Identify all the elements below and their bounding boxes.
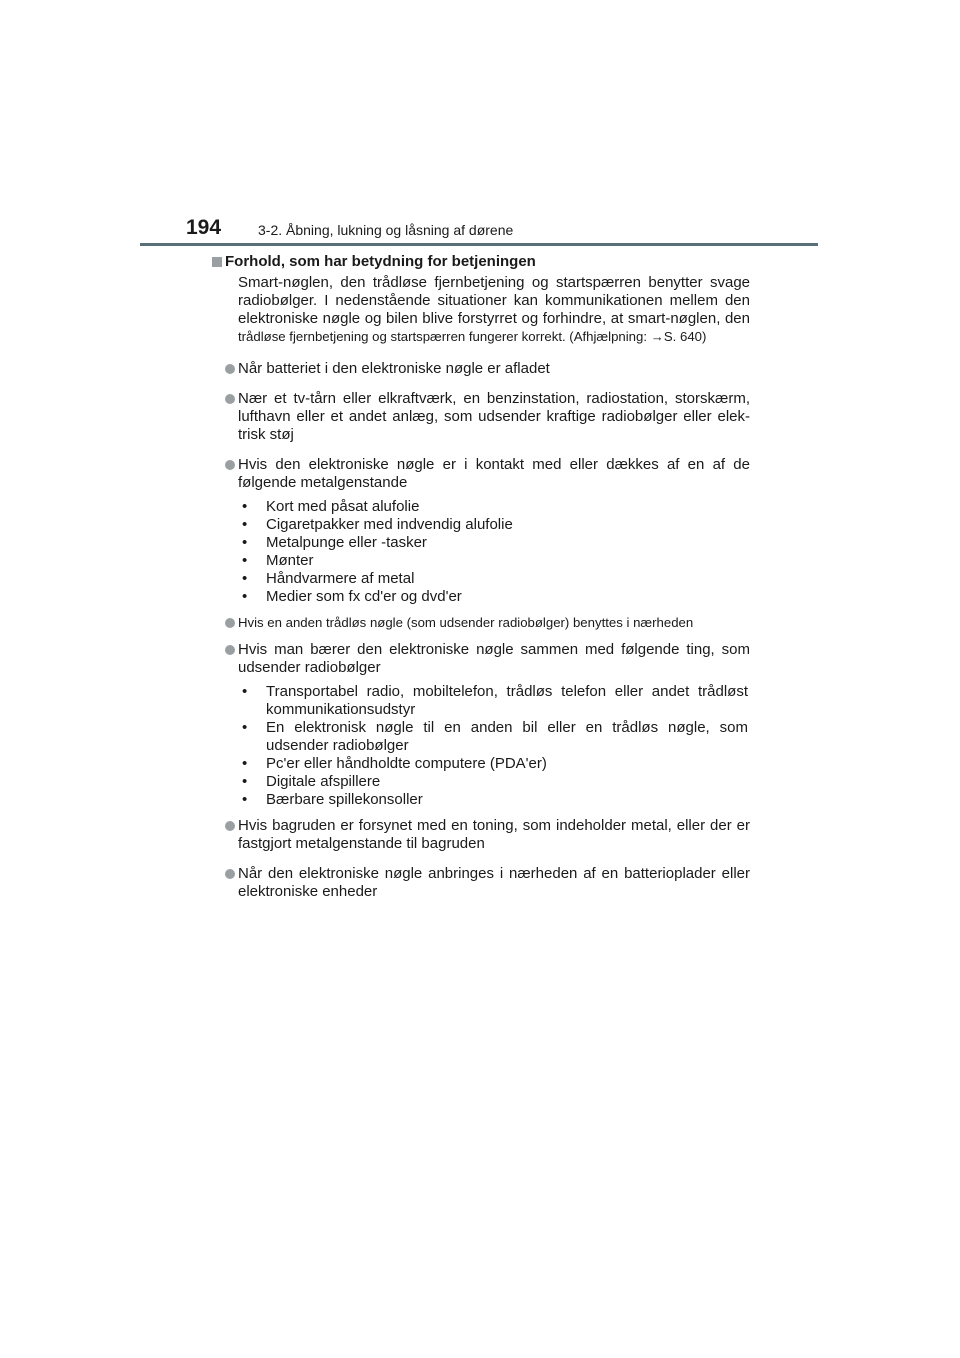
list-item (210, 614, 750, 632)
sub-list-item: • Medier som fx cd'er og dvd'er (242, 588, 462, 605)
sub-list-item: • Cigaretpakker med indvendig alufolie (242, 516, 513, 533)
square-bullet-icon (212, 257, 222, 267)
circle-bullet-icon (225, 618, 235, 628)
sub-list-item: • Mønter (242, 552, 314, 569)
section-heading-text: Forhold, som har betydning for betjeningen (225, 253, 536, 270)
bullet-text: Når den elektroniske nøgle anbringes i nærheden af en batterioplader eller elektroniske enheder (238, 865, 750, 900)
circle-bullet-icon (225, 394, 235, 404)
chapter-title: 3-2. Åbning, lukning og låsning af dørene (258, 222, 514, 238)
sub-list-item: • Digitale afspillere (242, 773, 381, 790)
circle-bullet-icon (225, 460, 235, 470)
sub-list-item: • Transportabel radio, mobiltelefon, trådløs telefon eller andet trådløst kommunikationsudstyr (242, 683, 748, 718)
circle-bullet-icon (225, 364, 235, 374)
page-number: 194 (186, 216, 222, 239)
circle-bullet-icon (225, 869, 235, 879)
list-item (210, 641, 750, 677)
intro-line: Smart-nøglen, den trådløse fjernbetjening og startspærren benytter svage (238, 274, 750, 291)
list-item (210, 817, 750, 853)
section-content (210, 253, 750, 913)
sub-list-item: • Håndvarmere af metal (242, 570, 415, 587)
sub-list-item: • Kort med påsat alufolie (242, 498, 420, 515)
list-item (210, 865, 750, 901)
sub-list-item: • Pc'er eller håndholdte computere (PDA'er) (242, 755, 547, 772)
intro-paragraph (238, 274, 750, 346)
sub-list-item: • En elektronisk nøgle til en anden bil eller en trådløs nøgle, som udsender radiobølger (242, 719, 748, 754)
list-item (210, 360, 750, 378)
intro-line: radiobølger. I nedenstående situationer kan kommunikationen mellem den (238, 292, 750, 309)
circle-bullet-icon (225, 821, 235, 831)
bullet-text: Hvis en anden trådløs nøgle (som udsender radiobølger) benyttes i nærheden (238, 615, 694, 630)
bullet-text: Hvis bagruden er forsynet med en toning, som indeholder metal, eller der er fastgjort metalgenstande til bagruden (238, 817, 750, 852)
sub-list (210, 683, 750, 809)
sub-list-item: • Metalpunge eller -tasker (242, 534, 427, 551)
sub-list (210, 498, 750, 606)
header-rule (140, 243, 818, 246)
sub-list-item: • Bærbare spillekonsoller (242, 791, 423, 808)
intro-line: elektroniske nøgle og bilen blive forstyrret og forhindre, at smart-nøglen, den (238, 310, 750, 327)
bullet-text: Når batteriet i den elektroniske nøgle er afladet (238, 360, 550, 377)
intro-line: trådløse fjernbetjening og startspærren fungerer korrekt. (Afhjælpning: →S. 640) (238, 329, 707, 344)
circle-bullet-icon (225, 645, 235, 655)
list-item (210, 390, 750, 444)
bullet-text: Hvis den elektroniske nøgle er i kontakt med eller dækkes af en af de følgende metalgenstande (238, 456, 750, 491)
list-item (210, 456, 750, 492)
bullet-text: Hvis man bærer den elektroniske nøgle sammen med følgende ting, som udsender radiobølger (238, 641, 750, 676)
bullet-text: Nær et tv-tårn eller elkraftværk, en benzinstation, radiostation, storskærm, lufthavn eller et andet anlæg, som udsender kraftige radiobølger eller elek-trisk støj (238, 390, 750, 443)
section-heading (210, 253, 750, 273)
